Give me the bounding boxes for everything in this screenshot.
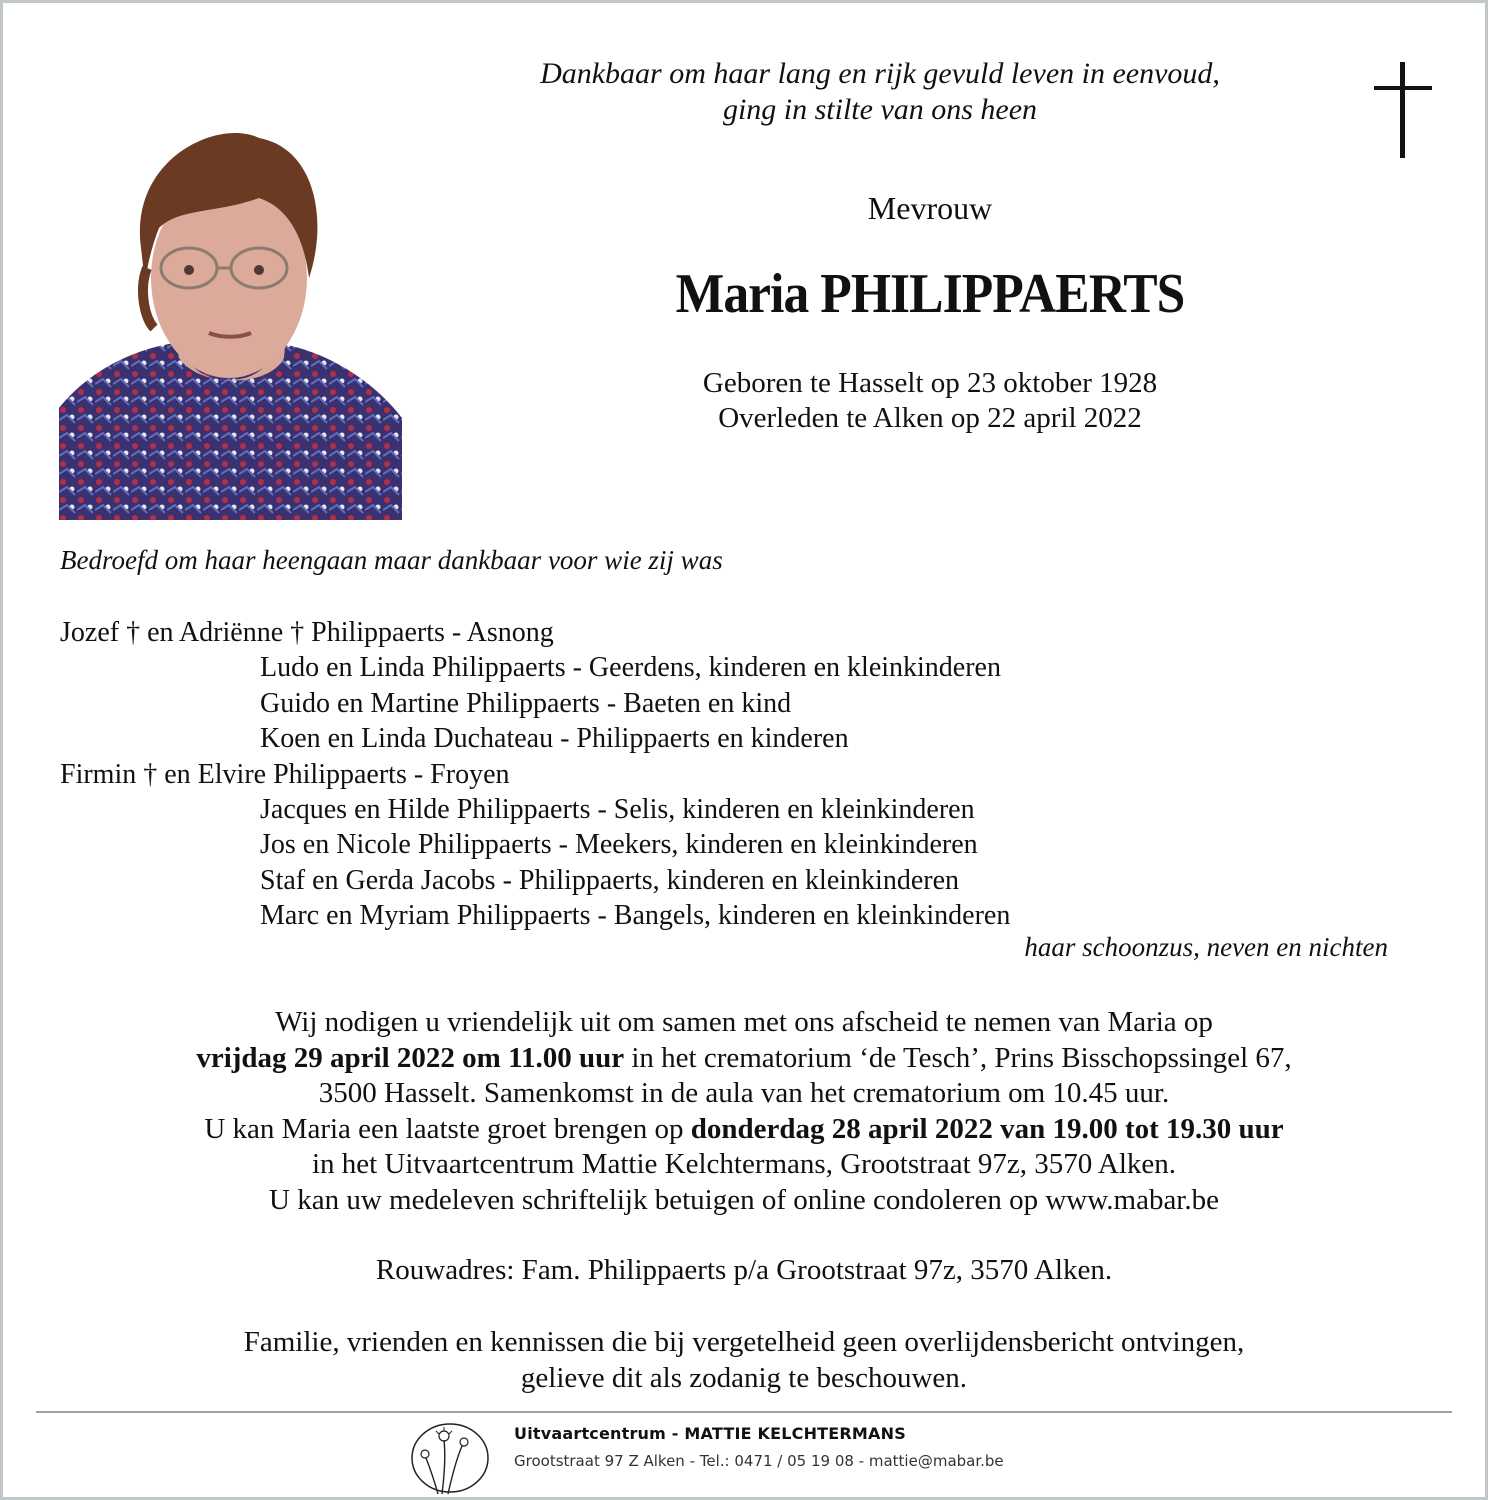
life-dates [560, 366, 1300, 436]
family-line: Jacques en Hilde Philippaerts - Selis, kinderen en kleinkinderen [260, 794, 975, 826]
notice-line-2: gelieve dit als zodanig te beschouwen. [520, 1361, 968, 1394]
family-line: Koen en Linda Duchateau - Philippaerts en kinderen [260, 723, 849, 755]
invitation-line-5: in het Uitvaartcentrum Mattie Kelchtermans, Grootstraat 97z, 3570 Alken. [311, 1148, 1177, 1180]
flower-logo-icon [408, 1418, 492, 1496]
intro-text [430, 56, 1330, 128]
invitation [40, 1005, 1448, 1218]
notice-text [40, 1325, 1448, 1396]
farewell-intro: U kan Maria een laatste groet brengen op [204, 1112, 691, 1145]
family-list [60, 615, 1010, 934]
invitation-line-1: Wij nodigen u vriendelijk uit om samen met ons afscheid te nemen van Maria op [275, 1006, 1213, 1038]
cross-icon [1368, 62, 1438, 162]
invitation-line-3: 3500 Hasselt. Samenkomst in de aula van het crematorium om 10.45 uur. [318, 1077, 1170, 1109]
footer-divider [36, 1411, 1452, 1413]
family-line: Firmin † en Elvire Philippaerts - Froyen [60, 758, 510, 790]
mourning-address: Rouwadres: Fam. Philippaerts p/a Grootstraat 97z, 3570 Alken. [375, 1254, 1113, 1286]
ceremony-location: in het crematorium ‘de Tesch’, Prins Bisschopssingel 67, [624, 1041, 1292, 1074]
funeral-home-contact: Grootstraat 97 Z Alken - Tel.: 0471 / 05 19 08 - mattie@mabar.be [514, 1452, 1004, 1470]
invitation-line-6: U kan uw medeleven schriftelijk betuigen of online condoleren op www.mabar.be [269, 1183, 1219, 1216]
family-line: Jos en Nicole Philippaerts - Meekers, kinderen en kleinkinderen [260, 829, 978, 861]
family-line: Marc en Myriam Philippaerts - Bangels, kinderen en kleinkinderen [260, 900, 1011, 932]
salutation: Mevrouw [867, 190, 993, 226]
portrait-photo [59, 118, 402, 520]
invitation-line-4 [40, 1112, 1448, 1148]
family-line: Guido en Martine Philippaerts - Baeten en kind [260, 687, 792, 719]
family-line: Jozef † en Adriënne † Philippaerts - Asnong [60, 617, 554, 648]
other-relatives: haar schoonzus, neven en nichten [1024, 932, 1388, 962]
ceremony-date: vrijdag 29 april 2022 om 11.00 uur [196, 1041, 625, 1074]
death-line: Overleden te Alken op 22 april 2022 [718, 402, 1142, 434]
farewell-date: donderdag 28 april 2022 van 19.00 tot 19.30 uur [690, 1112, 1284, 1145]
deceased-name: Maria PHILIPPAERTS [675, 263, 1185, 325]
birth-line: Geboren te Hasselt op 23 oktober 1928 [702, 367, 1158, 399]
family-line: Ludo en Linda Philippaerts - Geerdens, kinderen en kleinkinderen [260, 652, 1001, 684]
funeral-home-name: Uitvaartcentrum - MATTIE KELCHTERMANS [514, 1424, 906, 1443]
family-intro: Bedroefd om haar heengaan maar dankbaar voor wie zij was [60, 545, 723, 575]
family-line: Staf en Gerda Jacobs - Philippaerts, kinderen en kleinkinderen [260, 864, 960, 896]
intro-line-1: Dankbaar om haar lang en rijk gevuld leven in eenvoud, [540, 57, 1220, 90]
intro-line-2: ging in stilte van ons heen [722, 93, 1038, 126]
notice-line-1: Familie, vrienden en kennissen die bij vergetelheid geen overlijdensbericht ontvingen, [243, 1326, 1245, 1358]
invitation-line-2 [40, 1041, 1448, 1077]
